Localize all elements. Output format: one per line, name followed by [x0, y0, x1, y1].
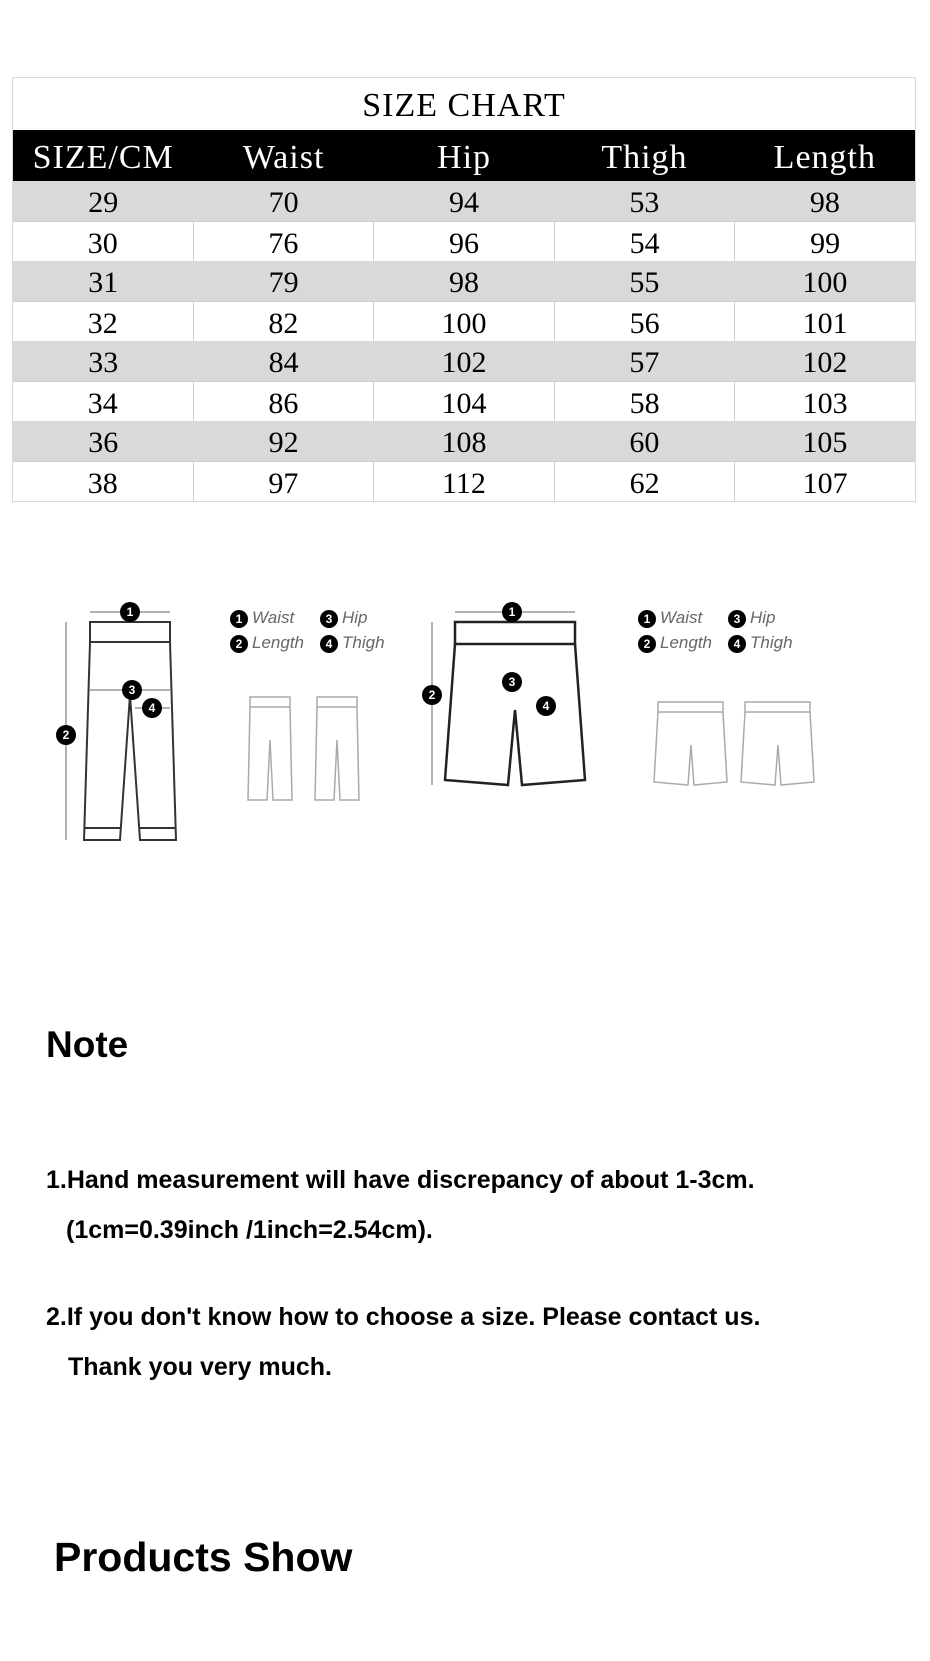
note-line-1: 1.Hand measurement will have discrepancy of about 1-3cm. [46, 1166, 755, 1194]
cell-size: 38 [13, 461, 194, 501]
cell-waist: 97 [194, 461, 375, 501]
cell-length: 102 [802, 346, 848, 379]
cell-waist: 86 [194, 381, 375, 421]
cell-size: 33 [88, 346, 119, 379]
shorts-marker-1: 1 [508, 605, 516, 619]
note-line-1b: (1cm=0.39inch /1inch=2.54cm). [66, 1216, 433, 1244]
table-row [13, 301, 915, 341]
table-row [13, 261, 915, 301]
cell-hip: 112 [374, 461, 555, 501]
cell-thigh: 56 [555, 301, 736, 341]
cell-waist: 92 [268, 426, 299, 459]
cell-size: 34 [13, 381, 194, 421]
cell-thigh: 57 [629, 346, 660, 379]
cell-length: 98 [809, 186, 840, 219]
cell-thigh: 53 [629, 186, 660, 219]
legend-thigh: Thigh [750, 633, 793, 652]
measurement-diagram [40, 600, 860, 860]
note-line-2: 2.If you don't know how to choose a size. Please contact us. [46, 1303, 761, 1331]
pants-measurement-illustration [40, 600, 190, 850]
cell-thigh: 55 [629, 266, 660, 299]
shorts-marker-3: 3 [508, 675, 516, 689]
legend-badge-1: 1 [230, 610, 248, 628]
pants-legend [230, 608, 400, 668]
table-row [13, 221, 915, 261]
shorts-thumbnails [650, 700, 820, 790]
products-show-heading: Products Show [54, 1534, 353, 1580]
header-thigh: Thigh [601, 139, 688, 176]
cell-hip: 98 [449, 266, 480, 299]
shorts-marker-2: 2 [428, 688, 436, 702]
cell-size: 31 [88, 266, 119, 299]
cell-waist: 82 [194, 301, 375, 341]
cell-hip: 108 [441, 426, 487, 459]
cell-thigh: 60 [629, 426, 660, 459]
marker-4: 4 [148, 701, 156, 715]
table-row [13, 341, 915, 381]
cell-length: 105 [802, 426, 848, 459]
legend-thigh: Thigh [342, 633, 385, 652]
legend-badge-3: 3 [320, 610, 338, 628]
marker-1: 1 [126, 605, 134, 619]
cell-size: 30 [13, 221, 194, 261]
table-row [13, 381, 915, 421]
cell-waist: 76 [194, 221, 375, 261]
cell-hip: 102 [441, 346, 487, 379]
header-size: SIZE/CM [32, 139, 174, 176]
note-heading: Note [46, 1024, 129, 1065]
header-length: Length [773, 139, 876, 176]
marker-3: 3 [128, 683, 136, 697]
legend-badge-4: 4 [728, 635, 746, 653]
cell-thigh: 58 [555, 381, 736, 421]
cell-length: 103 [735, 381, 915, 421]
cell-hip: 104 [374, 381, 555, 421]
legend-length: Length [252, 633, 304, 652]
size-chart-table [12, 77, 916, 502]
marker-2: 2 [62, 728, 70, 742]
legend-waist: Waist [660, 608, 703, 627]
table-row [13, 421, 915, 461]
cell-size: 29 [88, 186, 119, 219]
cell-waist: 84 [268, 346, 299, 379]
cell-hip: 96 [374, 221, 555, 261]
size-chart-title: SIZE CHART [362, 87, 566, 124]
note-line-2b: Thank you very much. [68, 1353, 332, 1381]
header-hip: Hip [437, 139, 492, 176]
cell-length: 101 [735, 301, 915, 341]
legend-hip: Hip [342, 608, 368, 627]
cell-size: 32 [13, 301, 194, 341]
size-chart-header [13, 130, 915, 181]
legend-waist: Waist [252, 608, 295, 627]
table-row [13, 181, 915, 221]
shorts-measurement-illustration [420, 600, 600, 810]
legend-hip: Hip [750, 608, 776, 627]
legend-badge-4: 4 [320, 635, 338, 653]
legend-badge-2: 2 [638, 635, 656, 653]
legend-badge-3: 3 [728, 610, 746, 628]
shorts-legend [638, 608, 808, 668]
legend-badge-1: 1 [638, 610, 656, 628]
cell-waist: 79 [268, 266, 299, 299]
table-row [13, 461, 915, 501]
cell-thigh: 62 [555, 461, 736, 501]
header-waist: Waist [242, 139, 325, 176]
cell-size: 36 [88, 426, 119, 459]
cell-waist: 70 [268, 186, 299, 219]
cell-length: 100 [802, 266, 848, 299]
shorts-marker-4: 4 [542, 699, 550, 713]
cell-length: 99 [735, 221, 915, 261]
legend-badge-2: 2 [230, 635, 248, 653]
cell-hip: 100 [374, 301, 555, 341]
pants-thumbnails [245, 695, 375, 805]
cell-thigh: 54 [555, 221, 736, 261]
cell-hip: 94 [449, 186, 480, 219]
legend-length: Length [660, 633, 712, 652]
cell-length: 107 [735, 461, 915, 501]
